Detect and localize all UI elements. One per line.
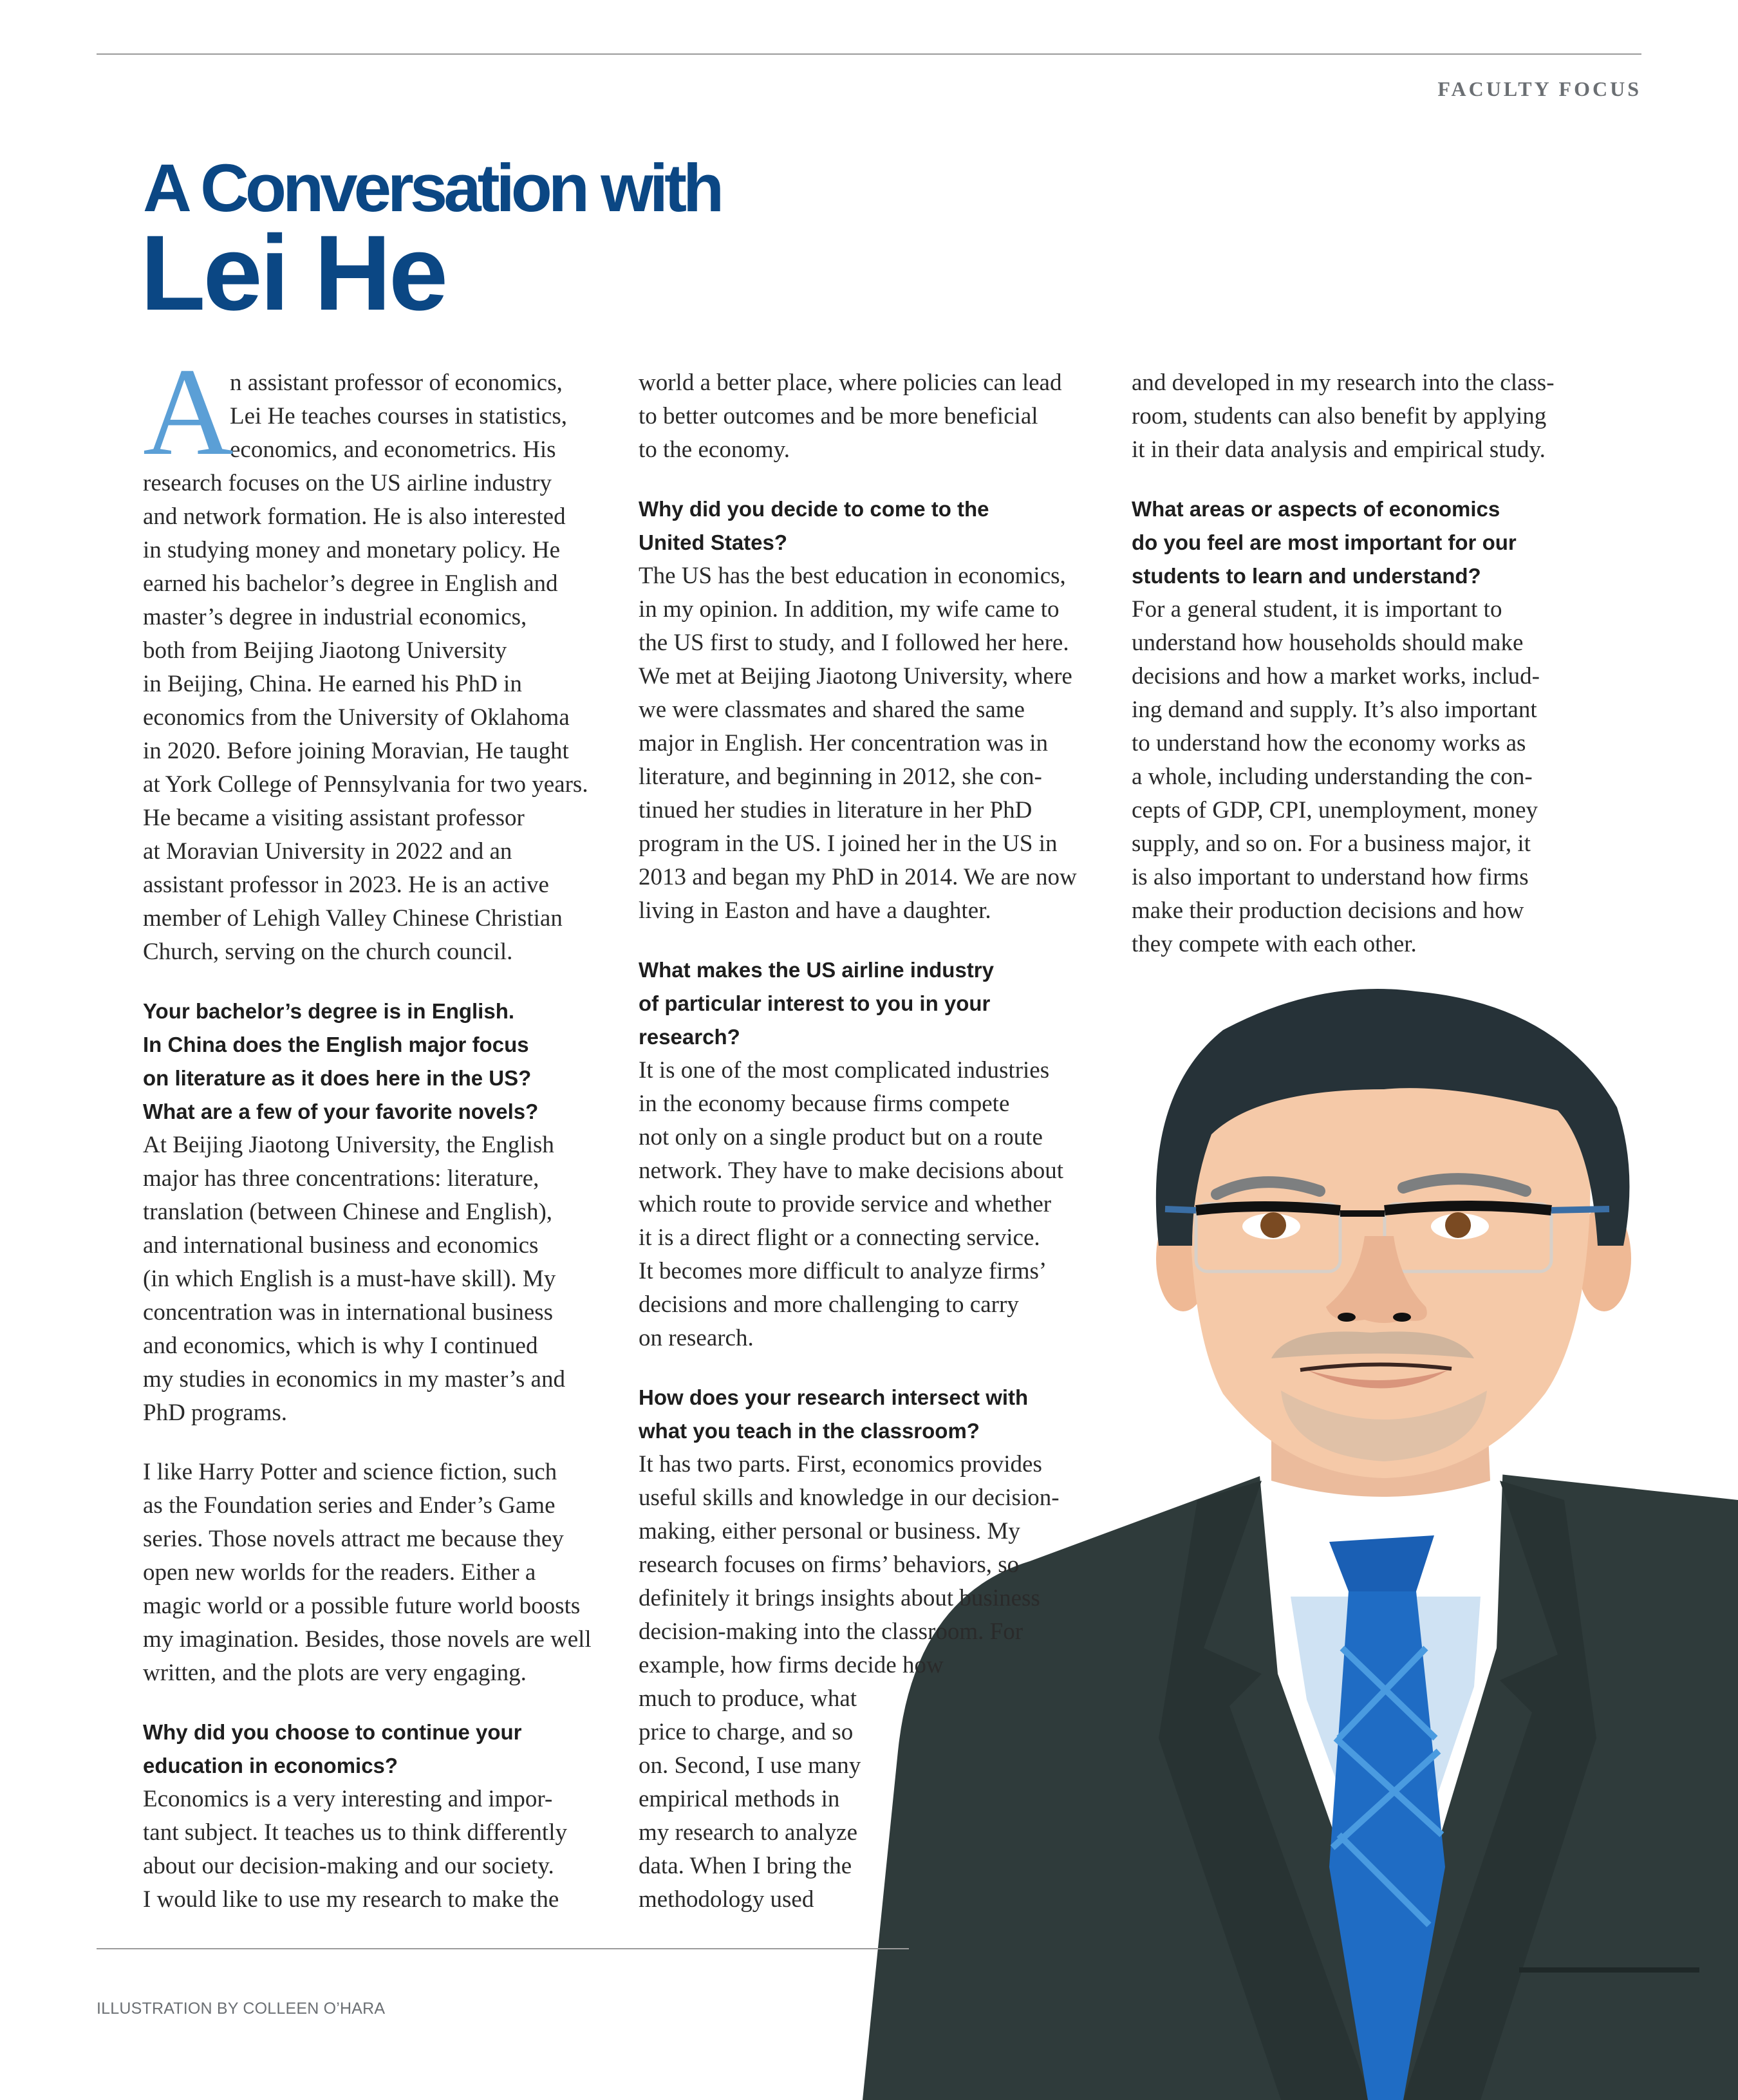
interview-question [143,1716,632,1783]
text-line: The US has the best education in economics, [639,563,1066,589]
text-line: on research. [639,1325,754,1351]
text-line: magic world or a possible future world boosts [143,1593,581,1619]
page-title-name: Lei He [140,214,446,333]
text-line: How does your research intersect with [639,1385,1029,1409]
text-line: in the economy because firms compete [639,1091,1010,1117]
text-line: what you teach in the classroom? [639,1419,980,1443]
text-line: my imagination. Besides, those novels are well [143,1626,592,1653]
text-line: tinued her studies in literature in her PhD [639,797,1033,823]
illustration-credit: ILLUSTRATION BY COLLEEN O’HARA [97,2000,386,2018]
text-line: I would like to use my research to make the [143,1886,559,1913]
text-line: price to charge, and so [639,1719,854,1745]
text-line: We met at Beijing Jiaotong University, where [639,663,1072,689]
text-line: Why did you decide to come to the [639,497,989,521]
interview-question [1132,492,1621,593]
text-line: What are a few of your favorite novels? [143,1100,539,1123]
text-line: at York College of Pennsylvania for two years. [143,771,588,798]
text-line: useful skills and knowledge in our decision- [639,1485,1060,1511]
text-line: understand how households should make [1132,630,1524,656]
text-line: and economics, which is why I continued [143,1333,538,1359]
page-title-line1: A Conversation with [143,151,721,226]
text-line: economics, and econometrics. His [230,436,556,463]
text-line: in my opinion. In addition, my wife came to [639,596,1060,623]
text-line: research? [639,1025,740,1049]
text-line: economics from the University of Oklahoma [143,704,570,731]
interview-question [143,995,632,1129]
article-column-1 [143,342,632,1917]
text-line: n assistant professor of economics, [230,370,563,396]
text-line: United States? [639,530,788,554]
text-line: It is one of the most complicated industries [639,1057,1050,1083]
text-line: much to produce, what [639,1685,857,1712]
text-line: and developed in my research into the class- [1132,370,1555,396]
article-paragraph [143,1456,632,1690]
interview-answer [639,1448,1128,1917]
text-line: decisions and more challenging to carry [639,1291,1019,1318]
text-line: open new worlds for the readers. Either a [143,1559,536,1586]
text-line: and network formation. He is also interested [143,503,566,530]
text-line: my studies in economics in my master’s and [143,1366,565,1392]
text-line: as the Foundation series and Ender’s Game [143,1492,556,1519]
interview-question [639,1381,1128,1448]
text-line: network. They have to make decisions about [639,1158,1064,1184]
text-line: living in Easton and have a daughter. [639,897,991,924]
text-line: methodology used [639,1886,814,1913]
text-line: about our decision-making and our society. [143,1853,554,1879]
interview-answer [143,1783,632,1917]
article-paragraph [639,366,1128,467]
text-line: series. Those novels attract me because they [143,1526,564,1552]
text-line: earned his bachelor’s degree in English and [143,570,558,597]
interview-question [639,492,1128,559]
text-line: example, how firms decide how [639,1652,944,1678]
article-column-2 [639,366,1128,1917]
bottom-rule [97,1948,909,1949]
text-line: and international business and economics [143,1232,539,1259]
text-line: the US first to study, and I followed her here. [639,630,1069,656]
text-line: research focuses on firms’ behaviors, so [639,1552,1020,1578]
text-line: in studying money and monetary policy. He [143,537,561,563]
text-line: concentration was in international business [143,1299,554,1326]
article-column-3 [1132,366,1621,961]
text-line: students to learn and understand? [1132,564,1481,588]
text-line: decision-making into the classroom. For [639,1618,1023,1645]
text-line: data. When I bring the [639,1853,852,1879]
text-line: What areas or aspects of economics [1132,497,1500,521]
text-line: research focuses on the US airline industry [143,470,552,496]
text-line: Why did you choose to continue your [143,1720,522,1744]
interview-answer [143,1129,632,1430]
text-line: Economics is a very interesting and impor- [143,1786,553,1812]
text-line: (in which English is a must-have skill). My [143,1266,556,1292]
text-line: Lei He teaches courses in statistics, [230,403,567,429]
text-line: What makes the US airline industry [639,958,994,982]
text-line: world a better place, where policies can lead [639,370,1062,396]
text-line: a whole, including understanding the con- [1132,764,1533,790]
text-line: is also important to understand how firms [1132,864,1529,890]
text-line: it in their data analysis and empirical study. [1132,436,1546,463]
text-line: it is a direct flight or a connecting service. [639,1224,1040,1251]
interview-answer [639,559,1128,928]
text-line: It becomes more difficult to analyze firms’ [639,1258,1047,1284]
text-line: definitely it brings insights about business [639,1585,1040,1611]
text-line: tant subject. It teaches us to think differently [143,1819,567,1846]
article-paragraph [1132,366,1621,467]
text-line: literature, and beginning in 2012, she con- [639,764,1042,790]
text-line: assistant professor in 2023. He is an active [143,872,549,898]
text-line: they compete with each other. [1132,931,1417,957]
text-line: both from Beijing Jiaotong University [143,637,507,664]
text-line: major has three concentrations: literature, [143,1165,539,1192]
text-line: we were classmates and shared the same [639,697,1025,723]
text-line: written, and the plots are very engaging. [143,1660,527,1686]
text-line: major in English. Her concentration was in [639,730,1049,756]
text-line: in 2020. Before joining Moravian, He taught [143,738,569,764]
text-line: which route to provide service and whether [639,1191,1052,1217]
section-label: FACULTY FOCUS [1437,77,1641,100]
text-line: to better outcomes and be more beneficial [639,403,1038,429]
text-line: making, either personal or business. My [639,1518,1020,1544]
text-line: It has two parts. First, economics provides [639,1451,1042,1477]
text-line: empirical methods in [639,1786,840,1812]
text-line: translation (between Chinese and English), [143,1199,553,1225]
text-line: my research to analyze [639,1819,858,1846]
text-line: to the economy. [639,436,790,463]
text-line: of particular interest to you in your [639,991,991,1015]
interview-question [639,953,1128,1054]
text-line: 2013 and began my PhD in 2014. We are now [639,864,1077,890]
text-line: At Beijing Jiaotong University, the English [143,1132,554,1158]
text-line: room, students can also benefit by applying [1132,403,1547,429]
text-line: He became a visiting assistant professor [143,805,525,831]
text-line: not only on a single product but on a route [639,1124,1043,1150]
text-line: ing demand and supply. It’s also important [1132,697,1537,723]
interview-answer [1132,593,1621,961]
text-line: to understand how the economy works as [1132,730,1526,756]
text-line: program in the US. I joined her in the US in [639,830,1058,857]
text-line: decisions and how a market works, includ- [1132,663,1540,689]
drop-cap: A [143,342,234,482]
text-line: in Beijing, China. He earned his PhD in [143,671,522,697]
text-line: master’s degree in industrial economics, [143,604,527,630]
text-line: on. Second, I use many [639,1752,861,1779]
text-line: supply, and so on. For a business major, it [1132,830,1531,857]
text-line: do you feel are most important for our [1132,530,1517,554]
text-line: cepts of GDP, CPI, unemployment, money [1132,797,1538,823]
text-line: For a general student, it is important to [1132,596,1502,623]
text-line: education in economics? [143,1754,398,1777]
text-line: I like Harry Potter and science fiction, such [143,1459,557,1485]
text-line: on literature as it does here in the US? [143,1066,532,1090]
text-line: at Moravian University in 2022 and an [143,838,512,865]
interview-answer [639,1054,1128,1355]
text-line: Church, serving on the church council. [143,939,513,965]
text-line: member of Lehigh Valley Chinese Christian [143,905,563,932]
text-line: PhD programs. [143,1400,288,1426]
text-line: In China does the English major focus [143,1033,529,1056]
text-line: make their production decisions and how [1132,897,1524,924]
text-line: Your bachelor’s degree is in English. [143,999,515,1023]
